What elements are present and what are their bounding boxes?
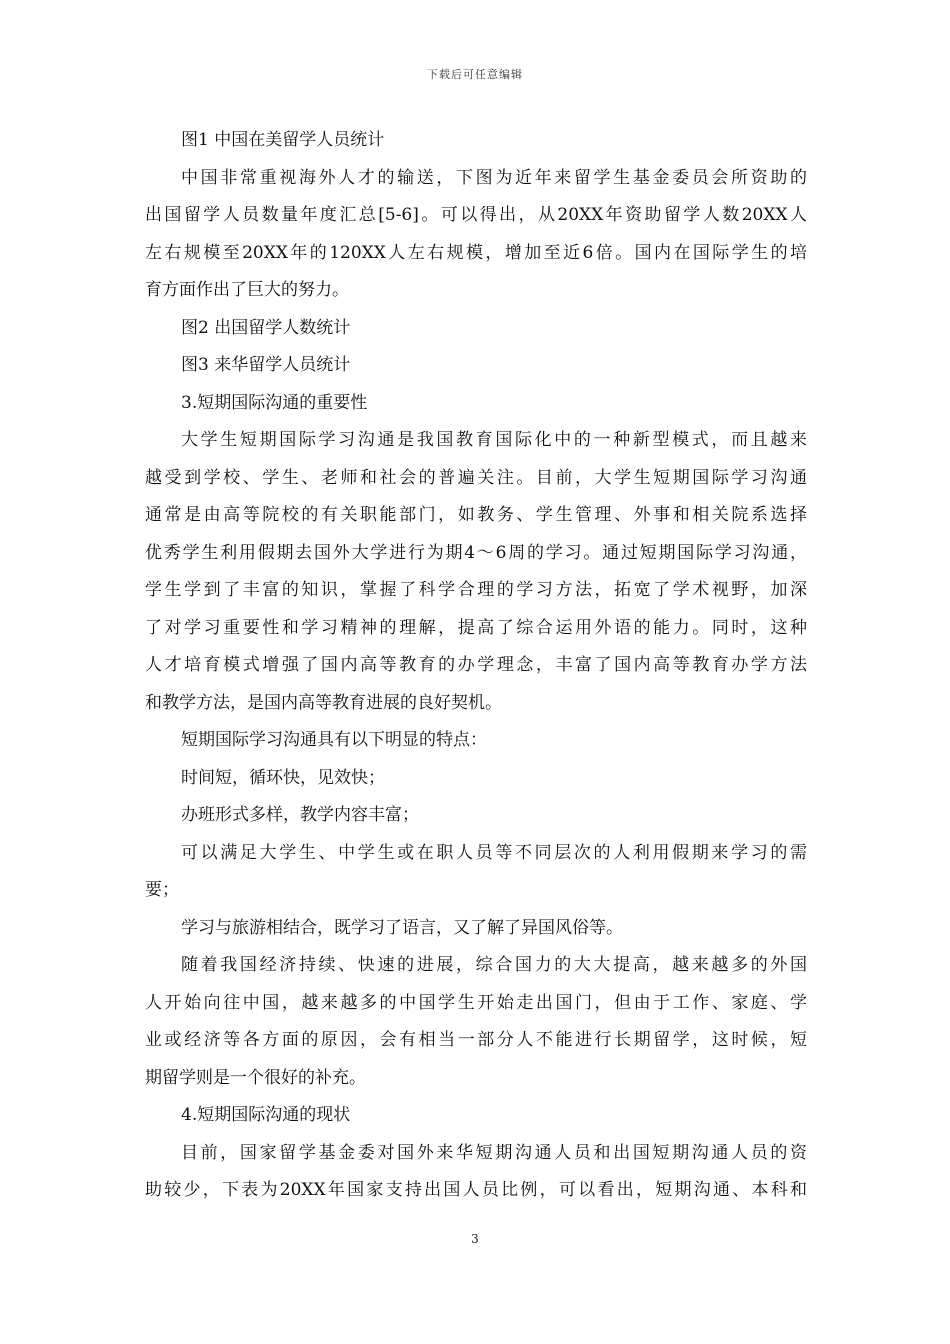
text-line: 3.短期国际沟通的重要性	[181, 392, 368, 413]
text-line: 优秀学生利用假期去国外大学进行为期4～6周的学习。通过短期国际学习沟通，	[145, 542, 807, 563]
text-line: 业或经济等各方面的原因，会有相当一部分人不能进行长期留学，这时候，短	[145, 1030, 807, 1050]
text-line: 时间短，循环快，见效快；	[181, 767, 385, 788]
text-line: 图3 来华留学人员统计	[181, 355, 351, 375]
text-line: 要；	[145, 880, 179, 900]
text-line: 出国留学人员数量年度汇总[5-6]。可以得出，从20XX年资助留学人数20XX人	[145, 205, 807, 225]
text-line: 通常是由高等院校的有关职能部门，如教务、学生管理、外事和相关院系选择	[145, 505, 807, 525]
text-line: 人开始向往中国，越来越多的中国学生开始走出国门，但由于工作、家庭、学	[145, 992, 807, 1013]
text-line: 期留学则是一个很好的补充。	[145, 1067, 366, 1088]
text-line: 图1 中国在美留学人员统计	[181, 130, 385, 150]
page-number: 3	[471, 1232, 479, 1246]
page-header: 下载后可任意编辑	[427, 68, 523, 81]
text-line: 人才培育模式增强了国内高等教育的办学理念，丰富了国内高等教育办学方法	[145, 655, 807, 675]
text-line: 越受到学校、学生、老师和社会的普遍关注。目前，大学生短期国际学习沟通	[145, 467, 807, 488]
text-line: 4.短期国际沟通的现状	[181, 1105, 351, 1125]
text-line: 中国非常重视海外人才的输送，下图为近年来留学生基金委员会所资助的	[181, 167, 807, 188]
text-line: 学习与旅游相结合，既学习了语言，又了解了异国风俗等。	[181, 917, 623, 938]
text-line: 育方面作出了巨大的努力。	[145, 280, 349, 300]
text-line: 左右规模至20XX年的120XX人左右规模，增加至近6倍。国内在国际学生的培	[145, 242, 807, 263]
text-line: 和教学方法，是国内高等教育进展的良好契机。	[145, 692, 502, 713]
text-line: 助较少，下表为20XX年国家支持出国人员比例，可以看出，短期沟通、本科和	[145, 1180, 807, 1200]
text-line: 目前，国家留学基金委对国外来华短期沟通人员和出国短期沟通人员的资	[181, 1142, 807, 1163]
text-line: 短期国际学习沟通具有以下明显的特点：	[181, 730, 487, 750]
text-line: 大学生短期国际学习沟通是我国教育国际化中的一种新型模式，而且越来	[181, 430, 807, 450]
text-line: 可以满足大学生、中学生或在职人员等不同层次的人利用假期来学习的需	[181, 842, 807, 863]
text-line: 办班形式多样，教学内容丰富；	[181, 805, 419, 825]
text-line: 学生学到了丰富的知识，掌握了科学合理的学习方法，拓宽了学术视野，加深	[145, 580, 807, 600]
text-line: 了对学习重要性和学习精神的理解，提高了综合运用外语的能力。同时，这种	[145, 617, 807, 638]
text-line: 随着我国经济持续、快速的进展，综合国力的大大提高，越来越多的外国	[181, 955, 807, 975]
document-body	[145, 122, 807, 1210]
text-line: 图2 出国留学人数统计	[181, 317, 351, 338]
